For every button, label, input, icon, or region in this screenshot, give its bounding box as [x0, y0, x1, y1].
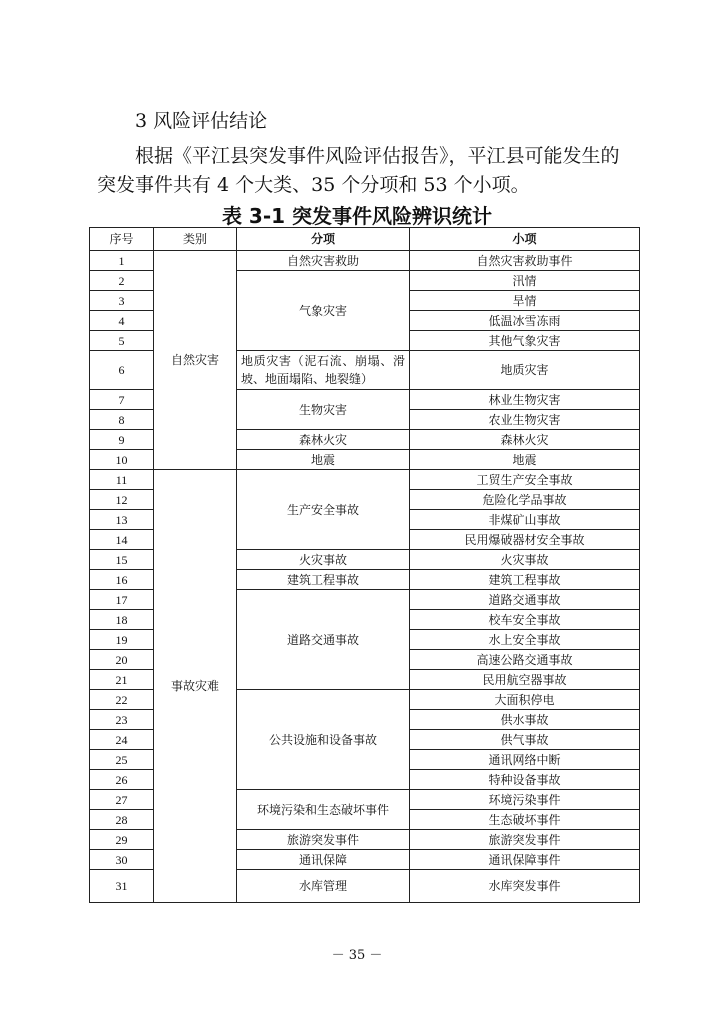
subitem-cell: 公共设施和设备事故 — [237, 690, 410, 790]
subitem-cell: 水库管理 — [237, 870, 410, 903]
row-index: 20 — [90, 650, 154, 670]
subitem-cell: 火灾事故 — [237, 550, 410, 570]
minor-cell: 林业生物灾害 — [410, 390, 640, 410]
minor-cell: 旱情 — [410, 291, 640, 311]
row-index: 10 — [90, 450, 154, 470]
subitem-cell: 通讯保障 — [237, 850, 410, 870]
table-header-row — [90, 228, 640, 251]
minor-cell: 大面积停电 — [410, 690, 640, 710]
row-index: 6 — [90, 351, 154, 390]
row-index: 14 — [90, 530, 154, 550]
row-index: 24 — [90, 730, 154, 750]
minor-cell: 低温冰雪冻雨 — [410, 311, 640, 331]
row-index: 4 — [90, 311, 154, 331]
row-index: 23 — [90, 710, 154, 730]
minor-cell: 供气事故 — [410, 730, 640, 750]
header-subitem: 分项 — [237, 228, 410, 251]
minor-cell: 道路交通事故 — [410, 590, 640, 610]
row-index: 22 — [90, 690, 154, 710]
minor-cell: 民用航空器事故 — [410, 670, 640, 690]
minor-cell: 高速公路交通事故 — [410, 650, 640, 670]
subitem-cell: 旅游突发事件 — [237, 830, 410, 850]
minor-cell: 旅游突发事件 — [410, 830, 640, 850]
minor-cell: 地质灾害 — [410, 351, 640, 390]
row-index: 25 — [90, 750, 154, 770]
subitem-cell: 生产安全事故 — [237, 470, 410, 550]
minor-cell: 农业生物灾害 — [410, 410, 640, 430]
paragraph-line-1: 根据《平江县突发事件风险评估报告》，平江县可能发生的 — [135, 145, 620, 167]
row-index: 27 — [90, 790, 154, 810]
minor-cell: 森林火灾 — [410, 430, 640, 450]
row-index: 3 — [90, 291, 154, 311]
row-index: 15 — [90, 550, 154, 570]
minor-cell: 自然灾害救助事件 — [410, 251, 640, 271]
minor-cell: 供水事故 — [410, 710, 640, 730]
minor-cell: 环境污染事件 — [410, 790, 640, 810]
header-index: 序号 — [90, 228, 154, 251]
table-caption: 表 3-1 突发事件风险辨识统计 — [221, 204, 493, 228]
subitem-cell: 地质灾害（泥石流、崩塌、滑坡、地面塌陷、地裂缝） — [237, 351, 410, 390]
minor-cell: 建筑工程事故 — [410, 570, 640, 590]
section-heading: 3 风险评估结论 — [135, 110, 268, 132]
minor-cell: 危险化学品事故 — [410, 490, 640, 510]
category-cell: 事故灾难 — [154, 470, 237, 903]
subitem-cell: 气象灾害 — [237, 271, 410, 351]
subitem-cell: 生物灾害 — [237, 390, 410, 430]
row-index: 30 — [90, 850, 154, 870]
table-row — [90, 470, 640, 490]
row-index: 16 — [90, 570, 154, 590]
minor-cell: 非煤矿山事故 — [410, 510, 640, 530]
minor-cell: 校车安全事故 — [410, 610, 640, 630]
risk-statistics-table — [89, 227, 640, 903]
row-index: 1 — [90, 251, 154, 271]
subitem-cell: 森林火灾 — [237, 430, 410, 450]
row-index: 2 — [90, 271, 154, 291]
row-index: 28 — [90, 810, 154, 830]
page-number: － 35 － — [331, 948, 383, 963]
header-minor: 小项 — [410, 228, 640, 251]
row-index: 26 — [90, 770, 154, 790]
minor-cell: 地震 — [410, 450, 640, 470]
row-index: 12 — [90, 490, 154, 510]
row-index: 8 — [90, 410, 154, 430]
minor-cell: 火灾事故 — [410, 550, 640, 570]
row-index: 18 — [90, 610, 154, 630]
minor-cell: 其他气象灾害 — [410, 331, 640, 351]
row-index: 31 — [90, 870, 154, 903]
minor-cell: 特种设备事故 — [410, 770, 640, 790]
table-row — [90, 251, 640, 271]
minor-cell: 水库突发事件 — [410, 870, 640, 903]
minor-cell: 工贸生产安全事故 — [410, 470, 640, 490]
minor-cell: 民用爆破器材安全事故 — [410, 530, 640, 550]
minor-cell: 通讯保障事件 — [410, 850, 640, 870]
row-index: 29 — [90, 830, 154, 850]
row-index: 7 — [90, 390, 154, 410]
minor-cell: 水上安全事故 — [410, 630, 640, 650]
subitem-cell: 自然灾害救助 — [237, 251, 410, 271]
paragraph-line-2: 突发事件共有 4 个大类、35 个分项和 53 个小项。 — [97, 174, 530, 196]
subitem-cell: 建筑工程事故 — [237, 570, 410, 590]
category-cell: 自然灾害 — [154, 251, 237, 470]
header-category: 类别 — [154, 228, 237, 251]
row-index: 9 — [90, 430, 154, 450]
minor-cell: 生态破坏事件 — [410, 810, 640, 830]
subitem-cell: 道路交通事故 — [237, 590, 410, 690]
row-index: 19 — [90, 630, 154, 650]
row-index: 5 — [90, 331, 154, 351]
row-index: 11 — [90, 470, 154, 490]
subitem-cell: 地震 — [237, 450, 410, 470]
minor-cell: 通讯网络中断 — [410, 750, 640, 770]
row-index: 13 — [90, 510, 154, 530]
row-index: 17 — [90, 590, 154, 610]
minor-cell: 汛情 — [410, 271, 640, 291]
row-index: 21 — [90, 670, 154, 690]
subitem-cell: 环境污染和生态破坏事件 — [237, 790, 410, 830]
